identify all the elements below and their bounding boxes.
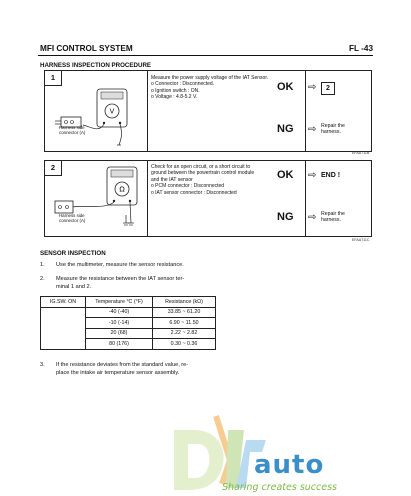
ng-label-2: NG [277, 211, 294, 223]
figure-code-1: EFAA711B [352, 151, 370, 155]
svg-text:V: V [109, 108, 115, 116]
watermark-brand: auto [254, 450, 325, 480]
table-header: Temperature °C (°F) [86, 297, 153, 308]
multimeter-diagram-1 [51, 87, 145, 149]
ng-label-1: NG [277, 123, 294, 135]
step-2-box [44, 160, 372, 237]
ng-result-2: Repair the harness. [321, 211, 345, 224]
ok-label-1: OK [277, 81, 294, 93]
table-row: 20 (68) 2.22 ~ 2.82 [41, 328, 216, 339]
connector-caption-2: Harness side connector (A) [59, 213, 86, 224]
step-2-number: 2 [45, 161, 62, 176]
ok-label-2: OK [277, 169, 294, 181]
goto-step-2: 2 [321, 82, 335, 95]
ng-result-1: Repair the harness. [321, 123, 345, 136]
sensor-step-3: 3. If the resistance deviates from the standard value, re- place the intake air temperature sensor assembly. [40, 362, 189, 376]
arrow-right-icon: ⇨ [308, 170, 317, 181]
step-1-box [44, 70, 372, 152]
figure-code-2: EFAA711C [352, 238, 370, 242]
header-rule [38, 55, 373, 56]
step-1-instructions: Measure the power supply voltage of the IAT Sensor. o Connector : Disconnected. o Ignition switch : ON. o Voltage : 4.8-5.2 V. [151, 75, 269, 101]
step-2-instructions: Check for an open circuit, or a short circuit to ground between the powertrain control module and the IAT sensor o PCM connector : Disconnected o IAT sensor connector : Disconnected [151, 164, 255, 196]
table-row: -10 (-14) 6.90 ~ 11.50 [41, 318, 216, 329]
watermark [170, 410, 410, 496]
step-1-number: 1 [45, 71, 62, 86]
sensor-heading: SENSOR INSPECTION [40, 250, 106, 257]
table-row: 80 (176) 0.30 ~ 0.36 [41, 339, 216, 350]
connector-caption-1: Harness side connector (A) [59, 125, 86, 136]
sensor-step-1: 1. Use the multimeter, measure the sensor resistance. [40, 262, 184, 268]
page-number: FL -43 [349, 44, 373, 53]
section-title: MFI CONTROL SYSTEM [40, 44, 133, 53]
arrow-right-icon: ⇨ [308, 124, 317, 135]
arrow-right-icon: ⇨ [308, 82, 317, 93]
arrow-right-icon: ⇨ [308, 212, 317, 223]
harness-heading: HARNESS INSPECTION PROCEDURE [40, 62, 152, 69]
sensor-step-2: 2. Measure the resistance between the IAT sensor ter- minal 1 and 2. [40, 276, 185, 290]
table-header-row [41, 297, 216, 308]
end-label: END ! [321, 172, 341, 179]
svg-text:Ω: Ω [119, 185, 125, 194]
table-row: -40 (-40) 33.85 ~ 61.20 [41, 307, 216, 318]
resistance-table [40, 296, 216, 350]
table-header: IG.SW. ON [41, 297, 86, 308]
table-header: Resistance (kΩ) [153, 297, 216, 308]
watermark-tagline: Sharing creates success [222, 482, 337, 493]
